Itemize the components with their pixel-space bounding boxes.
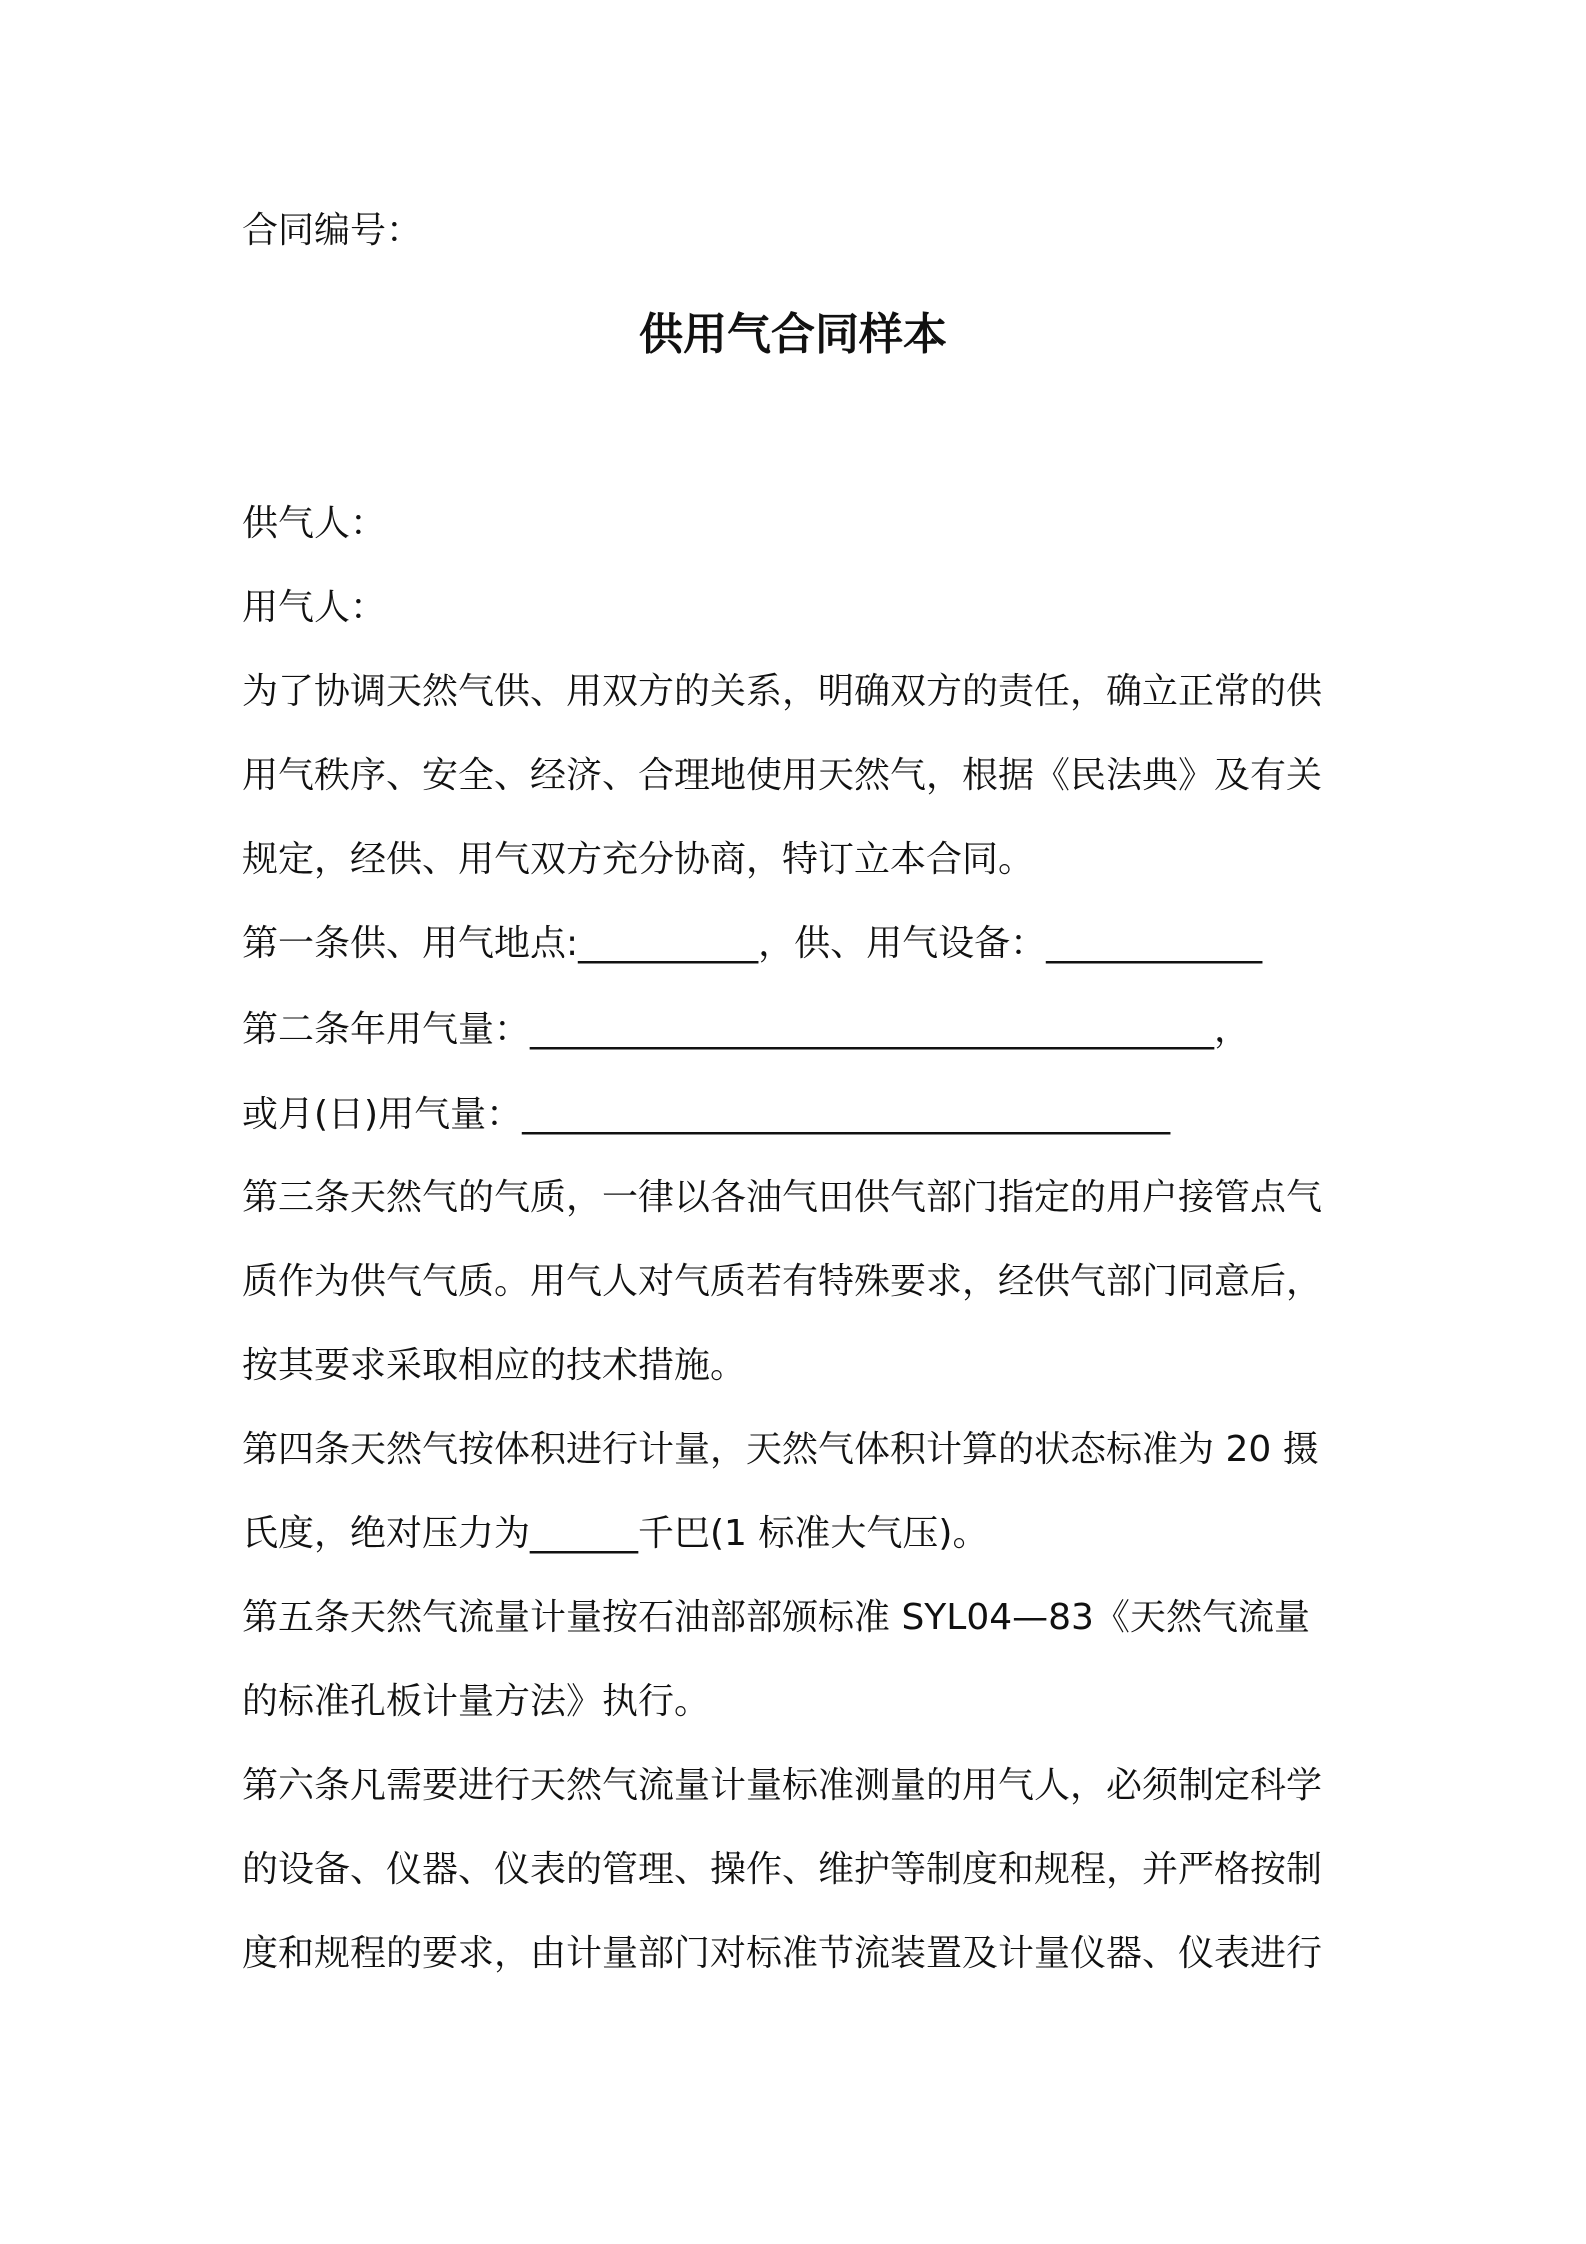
body-line: 为了协调天然气供、用双方的关系，明确双方的责任，确立正常的供 xyxy=(242,671,1323,712)
body-line: 用气秩序、安全、经济、合理地使用天然气，根据《民法典》及有关 xyxy=(242,755,1323,796)
document-title: 供用气合同样本 xyxy=(639,309,947,360)
article-5-line: 第五条天然气流量计量按石油部部颁标准 SYL04—83《天然气流量 xyxy=(242,1597,1310,1638)
article-6-line: 度和规程的要求，由计量部门对标准节流装置及计量仪器、仪表进行 xyxy=(242,1933,1323,1974)
supplier-label: 供气人： xyxy=(242,503,387,544)
article-4-line: 第四条天然气按体积进行计量，天然气体积计算的状态标准为 20 摄 xyxy=(242,1429,1319,1470)
article-2-line: 或月(日)用气量：____________________________________ xyxy=(242,1094,1171,1135)
article-1-line: 第一条供、用气地点:__________，供、用气设备：____________ xyxy=(242,923,1263,964)
article-4-line: 氏度，绝对压力为______千巴(1 标准大气压)。 xyxy=(242,1513,989,1554)
article-3-line: 第三条天然气的气质，一律以各油气田供气部门指定的用户接管点气 xyxy=(242,1177,1323,1218)
consumer-label: 用气人： xyxy=(242,587,387,628)
article-3-line: 按其要求采取相应的技术措施。 xyxy=(242,1345,747,1386)
article-3-line: 质作为供气气质。用气人对气质若有特殊要求，经供气部门同意后， xyxy=(242,1261,1323,1302)
article-2-line: 第二条年用气量：______________________________________， xyxy=(242,1009,1251,1050)
contract-number-label: 合同编号： xyxy=(242,210,423,251)
article-5-line: 的标准孔板计量方法》执行。 xyxy=(242,1681,711,1722)
body-line: 规定，经供、用气双方充分协商，特订立本合同。 xyxy=(242,839,1035,880)
article-6-line: 第六条凡需要进行天然气流量计量标准测量的用气人，必须制定科学 xyxy=(242,1765,1323,1806)
article-6-line: 的设备、仪器、仪表的管理、操作、维护等制度和规程，并严格按制 xyxy=(242,1849,1323,1890)
